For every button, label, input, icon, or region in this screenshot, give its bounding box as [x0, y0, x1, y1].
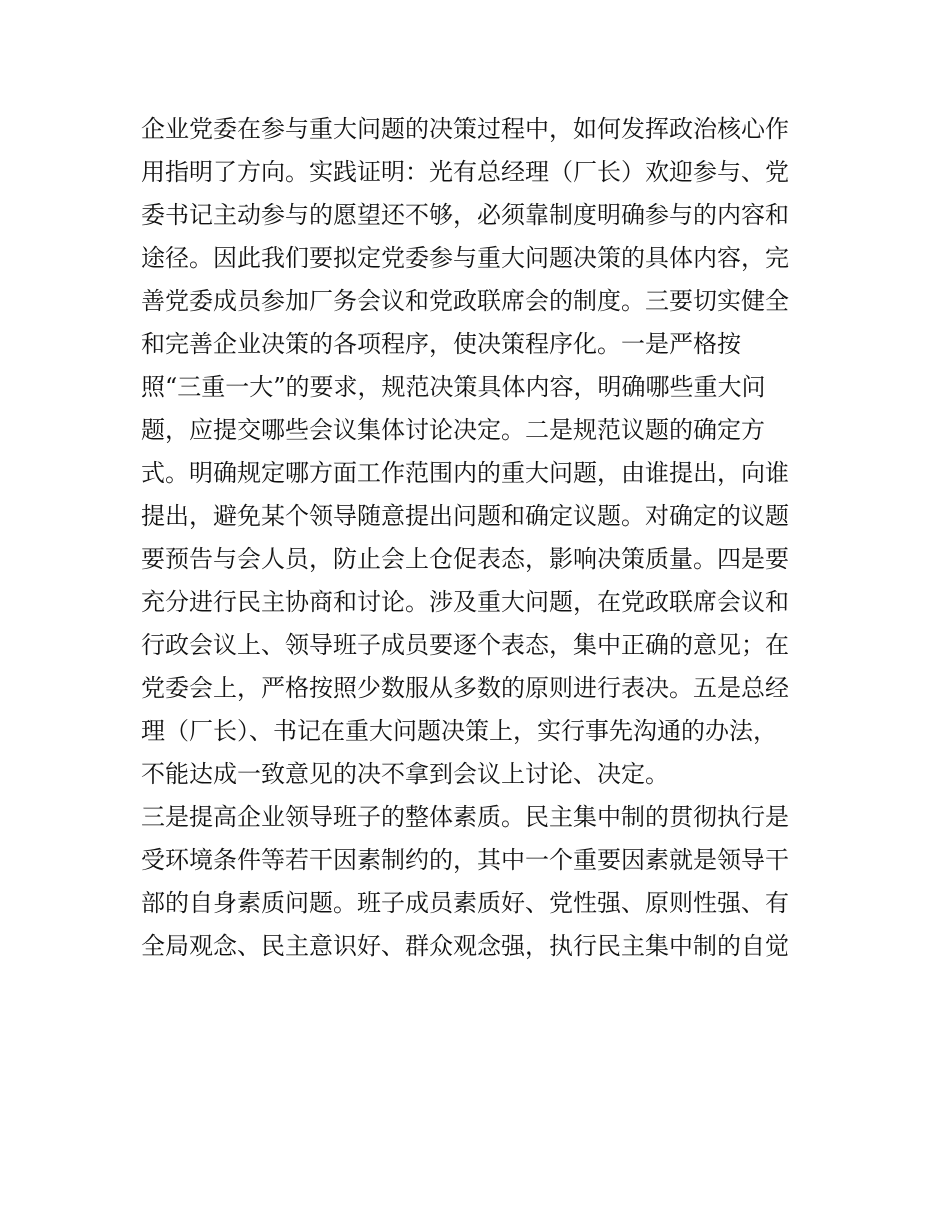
text-line: 企业党委在参与重大问题的决策过程中，如何发挥政治核心作: [141, 115, 789, 143]
text-line: 全局观念、民主意识好、群众观念强，执行民主集中制的自觉: [141, 932, 789, 960]
text-line: 理（厂长）、书记在重大问题决策上，实行事先沟通的办法，: [141, 717, 777, 745]
text-line: 充分进行民主协商和讨论。涉及重大问题，在党政联席会议和: [141, 588, 789, 616]
text-line: 题，应提交哪些会议集体讨论决定。二是规范议题的确定方: [141, 416, 765, 444]
text-line: 照“三重一大”的要求，规范决策具体内容，明确哪些重大问: [141, 373, 766, 401]
text-line: 途径。因此我们要拟定党委参与重大问题决策的具体内容，完: [141, 244, 789, 272]
text-line: 和完善企业决策的各项程序，使决策程序化。一是严格按: [141, 330, 741, 358]
text-line: 用指明了方向。实践证明：光有总经理（厂长）欢迎参与、党: [141, 158, 789, 186]
text-line: 要预告与会人员，防止会上仓促表态，影响决策质量。四是要: [141, 545, 789, 573]
text-line: 提出，避免某个领导随意提出问题和确定议题。对确定的议题: [141, 502, 789, 530]
text-line: 受环境条件等若干因素制约的，其中一个重要因素就是领导干: [141, 846, 789, 874]
text-line: 党委会上，严格按照少数服从多数的原则进行表决。五是总经: [141, 674, 789, 702]
text-line: 不能达成一致意见的决不拿到会议上讨论、决定。: [141, 760, 669, 788]
text-line: 式。明确规定哪方面工作范围内的重大问题，由谁提出，向谁: [141, 459, 789, 487]
text-line: 善党委成员参加厂务会议和党政联席会的制度。三要切实健全: [141, 287, 789, 315]
body-text: [141, 108, 821, 968]
text-line: 委书记主动参与的愿望还不够，必须靠制度明确参与的内容和: [141, 201, 789, 229]
text-line: 三是提高企业领导班子的整体素质。民主集中制的贯彻执行是: [141, 803, 789, 831]
text-line: 部的自身素质问题。班子成员素质好、党性强、原则性强、有: [141, 889, 789, 917]
text-line: 行政会议上、领导班子成员要逐个表态，集中正确的意见；在: [141, 631, 789, 659]
